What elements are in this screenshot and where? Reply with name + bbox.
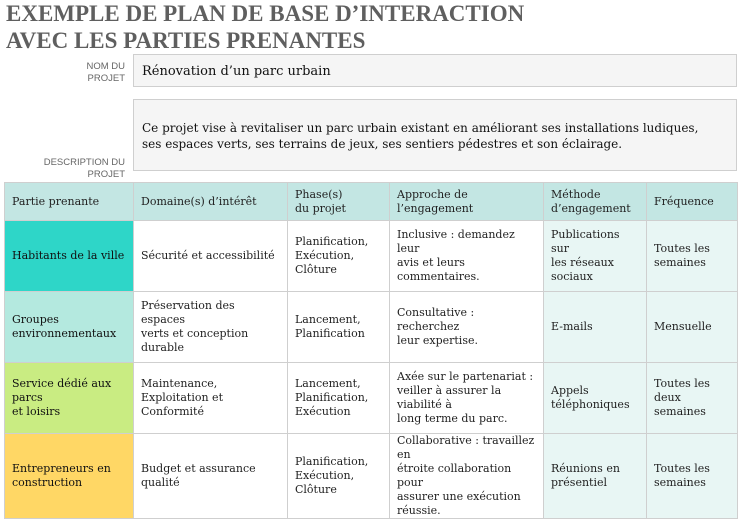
cell-engagement-method-line: Appels (551, 384, 589, 397)
cell-engagement-approach-line: avis et leurs commentaires. (397, 256, 480, 283)
column-header-project-phase-line: Phase(s) (295, 187, 343, 201)
cell-project-phase (288, 434, 390, 519)
cell-frequency-line: Toutes les (654, 242, 710, 255)
column-header-engagement-approach-line: Approche de (397, 187, 468, 201)
table-row (5, 221, 738, 292)
project-description-line-1: Ce projet vise à revitaliser un parc urbain existant en améliorant ses installations ludiques, (142, 121, 699, 135)
cell-frequency (647, 434, 738, 519)
cell-stakeholder-line: et loisirs (12, 405, 61, 418)
cell-stakeholder-line: Entrepreneurs en (12, 462, 111, 475)
column-header-interest-area-line: Domaine(s) d’intérêt (141, 194, 257, 208)
table-header-row (5, 183, 738, 221)
cell-project-phase-line: Planification, (295, 391, 369, 404)
project-name-field[interactable]: Rénovation d’un parc urbain (133, 54, 737, 87)
cell-engagement-approach-line: Inclusive : demandez leur (397, 228, 515, 255)
cell-engagement-method (544, 221, 647, 292)
cell-project-phase (288, 363, 390, 434)
cell-interest-area (134, 363, 288, 434)
column-header-frequency (647, 183, 738, 221)
cell-engagement-approach-line: long terme du parc. (397, 412, 508, 425)
table-row (5, 434, 738, 519)
table-row (5, 292, 738, 363)
cell-interest-area-line: Budget et assurance qualité (141, 462, 256, 489)
cell-frequency-line: semaines (654, 476, 706, 489)
project-description-line-2: ses espaces verts, ses terrains de jeux, ses sentiers pédestres et son éclairage. (142, 137, 623, 151)
column-header-engagement-method-line: d’engagement (551, 201, 631, 215)
column-header-engagement-approach-line: l’engagement (397, 201, 474, 215)
cell-interest-area (134, 434, 288, 519)
cell-engagement-method (544, 434, 647, 519)
cell-engagement-method-line: présentiel (551, 476, 608, 489)
cell-frequency (647, 363, 738, 434)
project-name-label (60, 61, 125, 85)
cell-stakeholder-line: environnementaux (12, 327, 117, 340)
cell-engagement-method-line: les réseaux (551, 256, 614, 269)
cell-project-phase-line: Exécution, (295, 469, 355, 482)
column-header-frequency-line: Fréquence (654, 194, 714, 208)
cell-stakeholder-line: Habitants de la ville (12, 249, 125, 262)
cell-project-phase-line: Exécution (295, 405, 351, 418)
cell-engagement-method-line: E-mails (551, 320, 593, 333)
cell-stakeholder-line: construction (12, 476, 83, 489)
cell-engagement-approach-line: Collaborative : travaillez en (397, 434, 535, 461)
cell-frequency-line: Toutes les deux (654, 377, 710, 404)
cell-stakeholder (5, 221, 134, 292)
cell-interest-area (134, 292, 288, 363)
cell-interest-area-line: verts et conception durable (141, 327, 249, 354)
cell-project-phase (288, 221, 390, 292)
project-description-label: DESCRIPTION DU PROJET (43, 157, 125, 180)
cell-project-phase-line: Planification (295, 327, 365, 340)
cell-engagement-approach (390, 363, 544, 434)
cell-project-phase (288, 292, 390, 363)
cell-project-phase-line: Planification, (295, 455, 369, 468)
project-name-label-line-1: NOM DU (86, 61, 125, 72)
cell-project-phase-line: Clôture (295, 263, 337, 276)
cell-frequency-line: Toutes les (654, 462, 710, 475)
cell-stakeholder (5, 434, 134, 519)
cell-engagement-approach-line: leur expertise. (397, 334, 478, 347)
page-title-line-2: AVEC LES PARTIES PRENANTES (6, 28, 366, 53)
cell-project-phase-line: Planification, (295, 235, 369, 248)
cell-project-phase-line: Clôture (295, 483, 337, 496)
cell-frequency-line: semaines (654, 405, 706, 418)
cell-interest-area-line: Sécurité et accessibilité (141, 249, 275, 262)
cell-project-phase-line: Lancement, (295, 313, 361, 326)
cell-engagement-approach-line: étroite collaboration pour (397, 462, 512, 489)
cell-engagement-method (544, 363, 647, 434)
column-header-stakeholder (5, 183, 134, 221)
cell-stakeholder-line: Groupes (12, 313, 59, 326)
cell-engagement-approach-line: assurer une exécution (397, 490, 521, 503)
cell-interest-area-line: Conformité (141, 405, 204, 418)
page-title-line-1: EXEMPLE DE PLAN DE BASE D’INTERACTION (6, 1, 525, 26)
cell-engagement-method-line: Réunions en (551, 462, 620, 475)
cell-engagement-approach (390, 434, 544, 519)
table-row (5, 363, 738, 434)
cell-engagement-approach-line: veiller à assurer la viabilité à (397, 384, 502, 411)
cell-engagement-approach-line: réussie. (397, 504, 441, 517)
table-body (5, 221, 738, 519)
column-header-interest-area (134, 183, 288, 221)
cell-engagement-method-line: Publications sur (551, 228, 620, 255)
cell-engagement-method (544, 292, 647, 363)
cell-project-phase-line: Exécution, (295, 249, 355, 262)
cell-engagement-method-line: sociaux (551, 270, 593, 283)
cell-stakeholder-line: Service dédié aux parcs (12, 377, 112, 404)
cell-engagement-approach (390, 292, 544, 363)
cell-engagement-approach-line: Axée sur le partenariat : (397, 370, 534, 383)
cell-engagement-approach-line: Consultative : recherchez (397, 306, 475, 333)
column-header-engagement-method-line: Méthode (551, 187, 601, 201)
cell-frequency (647, 292, 738, 363)
column-header-engagement-method (544, 183, 647, 221)
cell-interest-area-line: Préservation des espaces (141, 299, 235, 326)
stakeholder-table (4, 182, 738, 519)
page-title (6, 0, 524, 54)
project-description-field[interactable] (133, 99, 737, 171)
cell-stakeholder (5, 363, 134, 434)
column-header-engagement-approach (390, 183, 544, 221)
cell-interest-area-line: Maintenance, Exploitation et (141, 377, 223, 404)
column-header-project-phase-line: du projet (295, 201, 346, 215)
cell-frequency (647, 221, 738, 292)
cell-stakeholder (5, 292, 134, 363)
cell-project-phase-line: Lancement, (295, 377, 361, 390)
cell-interest-area (134, 221, 288, 292)
column-header-project-phase (288, 183, 390, 221)
column-header-stakeholder-line: Partie prenante (12, 194, 100, 208)
cell-frequency-line: semaines (654, 256, 706, 269)
project-name-label-line-2: PROJET (87, 73, 125, 84)
cell-engagement-approach (390, 221, 544, 292)
cell-engagement-method-line: téléphoniques (551, 398, 630, 411)
cell-frequency-line: Mensuelle (654, 320, 712, 333)
